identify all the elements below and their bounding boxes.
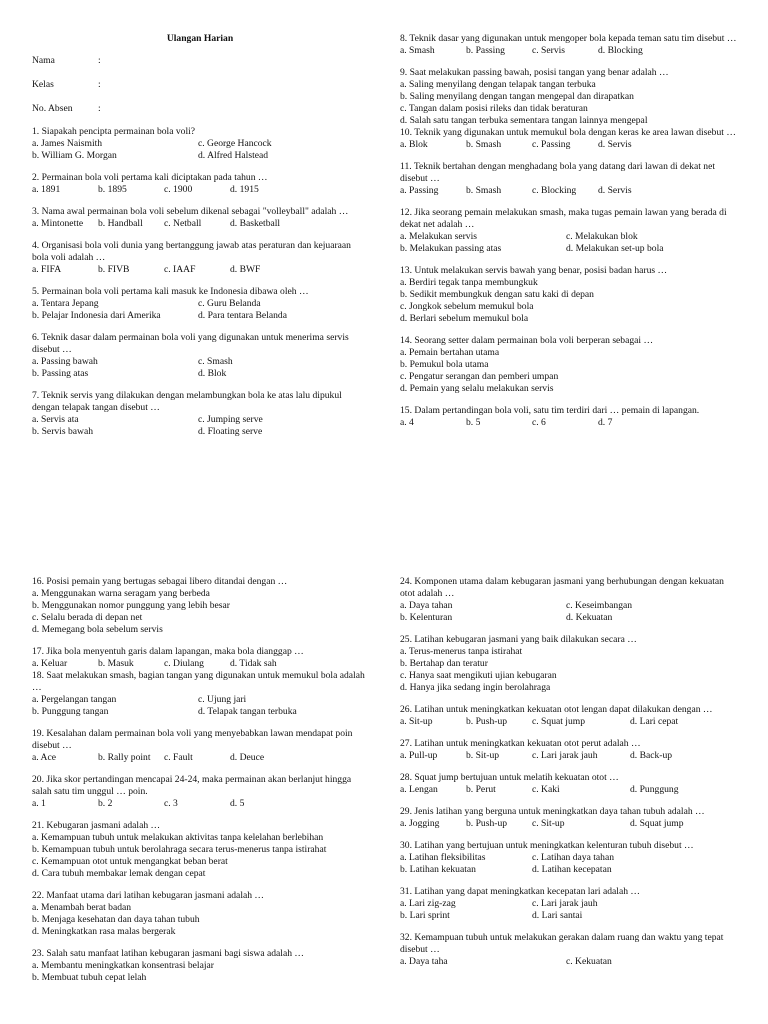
option-b: b. Pelajar Indonesia dari Amerika [32,310,161,321]
option-d: d. Kekuatan [566,612,613,623]
question-14 [400,335,740,395]
option-d: d. Servis [598,185,632,196]
option-c: c. Keseimbangan [566,600,633,611]
option-1: a. Kemampuan tubuh untuk melakukan aktivitas tanpa kelelahan berlebihan [32,832,324,843]
question-text: 17. Jika bola menyentuh garis dalam lapangan, maka bola dianggap … [32,646,304,657]
question-text: 8. Teknik dasar yang digunakan untuk mengoper bola kepada teman satu tim disebut … [400,33,737,44]
question-text: 27. Latihan untuk meningkatkan kekuatan otot perut adalah … [400,738,641,749]
page-title: Ulangan Harian [166,33,234,44]
question-9 [400,67,740,127]
option-a: a. Pull-up [400,750,438,761]
question-text: 7. Teknik servis yang dilakukan dengan melambungkan bola ke atas lalu dipukul dengan telapak tangan disebut … [32,390,342,413]
question-text: 13. Untuk melakukan servis bawah yang benar, posisi badan harus … [400,265,668,276]
question-27 [400,738,740,762]
option-b: b. FIVB [98,264,130,275]
option-a: a. Sit-up [400,716,433,727]
option-a: a. Latihan fleksibilitas [400,852,486,863]
option-d: d. Blocking [598,45,643,56]
option-d: d. Alfred Halstead [198,150,269,161]
question-text: 26. Latihan untuk meningkatkan kekuatan otot lengan dapat dilakukan dengan … [400,704,713,715]
option-b: b. Passing [466,45,505,56]
option-a: a. Tentara Jepang [32,298,99,309]
option-b: b. Smash [466,185,502,196]
question-text: 24. Komponen utama dalam kebugaran jasmani yang berhubungan dengan kekuatan otot adalah … [400,576,724,599]
option-c: c. Melakukan blok [566,231,638,242]
options [400,852,740,876]
option-b: b. Smash [466,139,502,150]
option-4: d. Berlari sebelum memukul bola [400,313,529,324]
options [32,356,368,380]
header-block [32,33,368,127]
question-10 [400,127,740,151]
question-text: 6. Teknik dasar dalam permainan bola voli yang digunakan untuk menerima servis disebut … [32,332,349,355]
question-22 [32,890,368,938]
option-d: d. Melakukan set-up bola [566,243,664,254]
option-c: c. Jumping serve [198,414,263,425]
option-d: d. 7 [598,417,613,428]
option-d: d. Lari santai [532,910,583,921]
options [400,277,740,325]
question-text: 4. Organisasi bola voli dunia yang bertanggung jawab atas peraturan dan kejuaraan bola voli adalah … [32,240,351,263]
question-6 [32,332,368,380]
option-4: d. Salah satu tangan terbuka sementara tangan lainnya mengepal [400,115,648,126]
question-text: 10. Teknik yang digunakan untuk memukul bola dengan keras ke area lawan disebut … [400,127,736,138]
option-a: a. 1891 [32,184,61,195]
option-c: c. IAAF [164,264,196,275]
question-32 [400,932,740,968]
option-d: d. Blok [198,368,227,379]
options [400,79,740,127]
question-text: 9. Saat melakukan passing bawah, posisi tangan yang benar adalah … [400,67,669,78]
option-c: c. Smash [198,356,233,367]
option-c: c. Kaki [532,784,560,795]
options [32,832,368,880]
option-c: c. 3 [164,798,178,809]
question-text: 3. Nama awal permainan bola voli sebelum dikenal sebagai "volleyball" adalah … [32,206,349,217]
option-d: d. Basketball [230,218,281,229]
options [32,960,368,984]
options [32,138,368,162]
options [32,694,368,718]
option-a: a. Keluar [32,658,68,669]
option-b: b. Kelenturan [400,612,453,623]
option-b: b. Sit-up [466,750,500,761]
options [32,414,368,438]
question-text: 21. Kebugaran jasmani adalah … [32,820,161,831]
option-c: c. 1900 [164,184,193,195]
option-a: a. Passing bawah [32,356,98,367]
option-3: d. Meningkatkan rasa malas bergerak [32,926,176,937]
option-b: b. Masuk [98,658,134,669]
options [400,956,740,968]
option-2: b. Kemampuan tubuh untuk berolahraga secara terus-menerus tanpa istirahat [32,844,327,855]
option-1: a. Berdiri tegak tanpa membungkuk [400,277,538,288]
question-2 [32,172,368,196]
option-4: d. Memegang bola sebelum servis [32,624,163,635]
options [32,184,368,196]
option-a: a. Servis ata [32,414,79,425]
option-c: c. Kekuatan [566,956,612,967]
question-15 [400,405,740,429]
options [32,752,368,764]
option-d: d. Squat jump [630,818,684,829]
options [400,750,740,762]
option-3: c. Selalu berada di depan net [32,612,143,623]
option-b: b. Push-up [466,818,508,829]
column-top-right [400,33,740,439]
option-1: a. Menambah berat badan [32,902,132,913]
question-text: 30. Latihan yang bertujuan untuk meningkatkan kelenturan tubuh disebut … [400,840,694,851]
question-17 [32,646,368,670]
column-top-left [32,126,368,448]
question-28 [400,772,740,796]
question-23 [32,948,368,984]
question-24 [400,576,740,624]
option-1: a. Menggunakan warna seragam yang berbeda [32,588,210,599]
options [400,139,740,151]
options [32,588,368,636]
question-3 [32,206,368,230]
question-text: 25. Latihan kebugaran jasmani yang baik dilakukan secara … [400,634,637,645]
option-d: d. Lari cepat [630,716,679,727]
question-text: 32. Kemampuan tubuh untuk melakukan gerakan dalam ruang dan waktu yang tepat disebut … [400,932,724,955]
options [400,646,740,694]
option-c: c. Lari jarak jauh [532,750,598,761]
option-a: a. Daya taha [400,956,448,967]
option-b: b. 1895 [98,184,127,195]
question-26 [400,704,740,728]
column-bottom-right [400,576,740,978]
options [32,798,368,810]
question-5 [32,286,368,322]
option-a: a. Pergelangan tangan [32,694,117,705]
question-11 [400,161,740,197]
question-text: 5. Permainan bola voli pertama kali masuk ke Indonesia dibawa oleh … [32,286,309,297]
options [32,298,368,322]
field-kelas [32,79,368,103]
options [32,218,368,230]
question-19 [32,728,368,764]
question-4 [32,240,368,276]
option-c: c. Fault [164,752,193,763]
option-d: d. Servis [598,139,632,150]
option-b: b. Push-up [466,716,508,727]
question-text: 11. Teknik bertahan dengan menghadang bola yang datang dari lawan di dekat net disebut … [400,161,716,184]
column-bottom-left [32,576,368,994]
question-31 [400,886,740,922]
question-text: 29. Jenis latihan yang berguna untuk meningkatkan daya tahan tubuh adalah … [400,806,705,817]
question-text: 20. Jika skor pertandingan mencapai 24-24, maka permainan akan berlanjut hingga salah satu tim unggul … poin. [32,774,352,797]
option-a: a. James Naismith [32,138,103,149]
field-no-absen [32,103,368,127]
option-d: d. Telapak tangan terbuka [198,706,297,717]
question-text: 31. Latihan yang dapat meningkatkan kecepatan lari adalah … [400,886,641,897]
question-text: 12. Jika seorang pemain melakukan smash, maka tugas pemain lawan yang berada di dekat net adalah … [400,207,727,230]
field-colon: : [98,55,101,66]
question-text: 2. Permainan bola voli pertama kali diciptakan pada tahun … [32,172,268,183]
option-b: b. Rally point [98,752,151,763]
option-c: c. Ujung jari [198,694,247,705]
option-d: d. Punggung [630,784,679,795]
option-c: c. Blocking [532,185,577,196]
option-3: c. Pengatur serangan dan pemberi umpan [400,371,559,382]
option-d: d. Tidak sah [230,658,277,669]
options [400,185,740,197]
option-b: b. Punggung tangan [32,706,109,717]
option-3: c. Tangan dalam posisi rileks dan tidak beraturan [400,103,588,114]
option-1: a. Saling menyilang dengan telapak tangan terbuka [400,79,596,90]
option-c: c. 6 [532,417,546,428]
options [400,784,740,796]
option-c: c. Sit-up [532,818,565,829]
question-text: 18. Saat melakukan smash, bagian tangan yang digunakan untuk memukul bola adalah … [32,670,365,693]
option-c: c. Latihan daya tahan [532,852,615,863]
options [400,716,740,728]
option-b: b. Passing atas [32,368,89,379]
question-8 [400,33,740,57]
options [32,658,368,670]
options [32,902,368,938]
option-a: a. Daya tahan [400,600,453,611]
option-2: b. Sedikit membungkuk dengan satu kaki di depan [400,289,594,300]
option-b: b. William G. Morgan [32,150,117,161]
options [400,347,740,395]
question-7 [32,390,368,438]
option-b: b. Perut [466,784,496,795]
option-b: b. Lari sprint [400,910,450,921]
option-2: b. Menjaga kesehatan dan daya tahan tubuh [32,914,200,925]
question-21 [32,820,368,880]
option-d: d. Deuce [230,752,265,763]
option-a: a. Melakukan servis [400,231,477,242]
option-a: a. Passing [400,185,439,196]
option-2: b. Membuat tubuh cepat lelah [32,972,147,983]
question-1 [32,126,368,162]
options [400,600,740,624]
question-16 [32,576,368,636]
question-30 [400,840,740,876]
option-4: d. Pemain yang selalu melakukan servis [400,383,554,394]
option-b: b. 2 [98,798,113,809]
option-a: a. Lengan [400,784,438,795]
options [400,45,740,57]
option-3: c. Kemampuan otot untuk mengangkat beban berat [32,856,228,867]
options [400,417,740,429]
option-4: d. Hanya jika sedang ingin berolahraga [400,682,551,693]
question-18 [32,670,368,718]
option-1: a. Membantu meningkatkan konsentrasi belajar [32,960,214,971]
question-text: 16. Posisi pemain yang bertugas sebagai libero ditandai dengan … [32,576,288,587]
field-colon: : [98,103,101,114]
option-d: d. 1915 [230,184,259,195]
option-c: c. Servis [532,45,566,56]
question-text: 1. Siapakah pencipta permainan bola voli? [32,126,196,137]
option-1: a. Pemain bertahan utama [400,347,500,358]
option-4: d. Cara tubuh membakar lemak dengan cepat [32,868,206,879]
option-a: a. Jogging [400,818,440,829]
option-3: c. Hanya saat mengikuti ujian kebugaran [400,670,557,681]
option-a: a. Ace [32,752,56,763]
options [400,898,740,922]
question-29 [400,806,740,830]
option-1: a. Terus-menerus tanpa istirahat [400,646,523,657]
option-c: c. Passing [532,139,571,150]
option-d: d. Back-up [630,750,673,761]
question-20 [32,774,368,810]
field-nama [32,55,368,79]
option-c: c. Lari jarak jauh [532,898,598,909]
option-a: a. Lari zig-zag [400,898,456,909]
question-text: 19. Kesalahan dalam permainan bola voli yang menyebabkan lawan mendapat poin disebut … [32,728,353,751]
field-label: Nama [32,55,55,66]
option-2: b. Bertahap dan teratur [400,658,488,669]
option-b: b. Melakukan passing atas [400,243,502,254]
question-text: 23. Salah satu manfaat latihan kebugaran jasmani bagi siswa adalah … [32,948,305,959]
option-c: c. Netball [164,218,202,229]
option-b: b. Servis bawah [32,426,94,437]
options [32,264,368,276]
option-a: a. Blok [400,139,428,150]
option-d: d. Para tentara Belanda [198,310,287,321]
field-colon: : [98,79,101,90]
question-text: 22. Manfaat utama dari latihan kebugaran jasmani adalah … [32,890,265,901]
option-d: d. 5 [230,798,245,809]
question-12 [400,207,740,255]
option-d: d. Floating serve [198,426,263,437]
option-c: c. Squat jump [532,716,586,727]
option-a: a. Mintonette [32,218,84,229]
option-b: b. 5 [466,417,481,428]
option-a: a. 4 [400,417,414,428]
option-2: b. Pemukul bola utama [400,359,489,370]
options [400,231,740,255]
option-d: d. Latihan kecepatan [532,864,612,875]
field-label: No. Absen [32,103,73,114]
question-text: 14. Seorang setter dalam permainan bola voli berperan sebagai … [400,335,654,346]
option-c: c. George Hancock [198,138,272,149]
option-b: b. Handball [98,218,143,229]
question-13 [400,265,740,325]
field-label: Kelas [32,79,54,90]
question-text: 28. Squat jump bertujuan untuk melatih kekuatan otot … [400,772,619,783]
option-3: c. Jongkok sebelum memukul bola [400,301,534,312]
option-2: b. Menggunakan nomor punggung yang lebih besar [32,600,230,611]
option-a: a. Smash [400,45,435,56]
option-a: a. 1 [32,798,46,809]
question-25 [400,634,740,694]
question-text: 15. Dalam pertandingan bola voli, satu tim terdiri dari … pemain di lapangan. [400,405,700,416]
option-c: c. Diulang [164,658,204,669]
option-c: c. Guru Belanda [198,298,261,309]
option-d: d. BWF [230,264,261,275]
option-2: b. Saling menyilang dengan tangan mengepal dan dirapatkan [400,91,634,102]
option-a: a. FIFA [32,264,62,275]
options [400,818,740,830]
option-b: b. Latihan kekuatan [400,864,476,875]
